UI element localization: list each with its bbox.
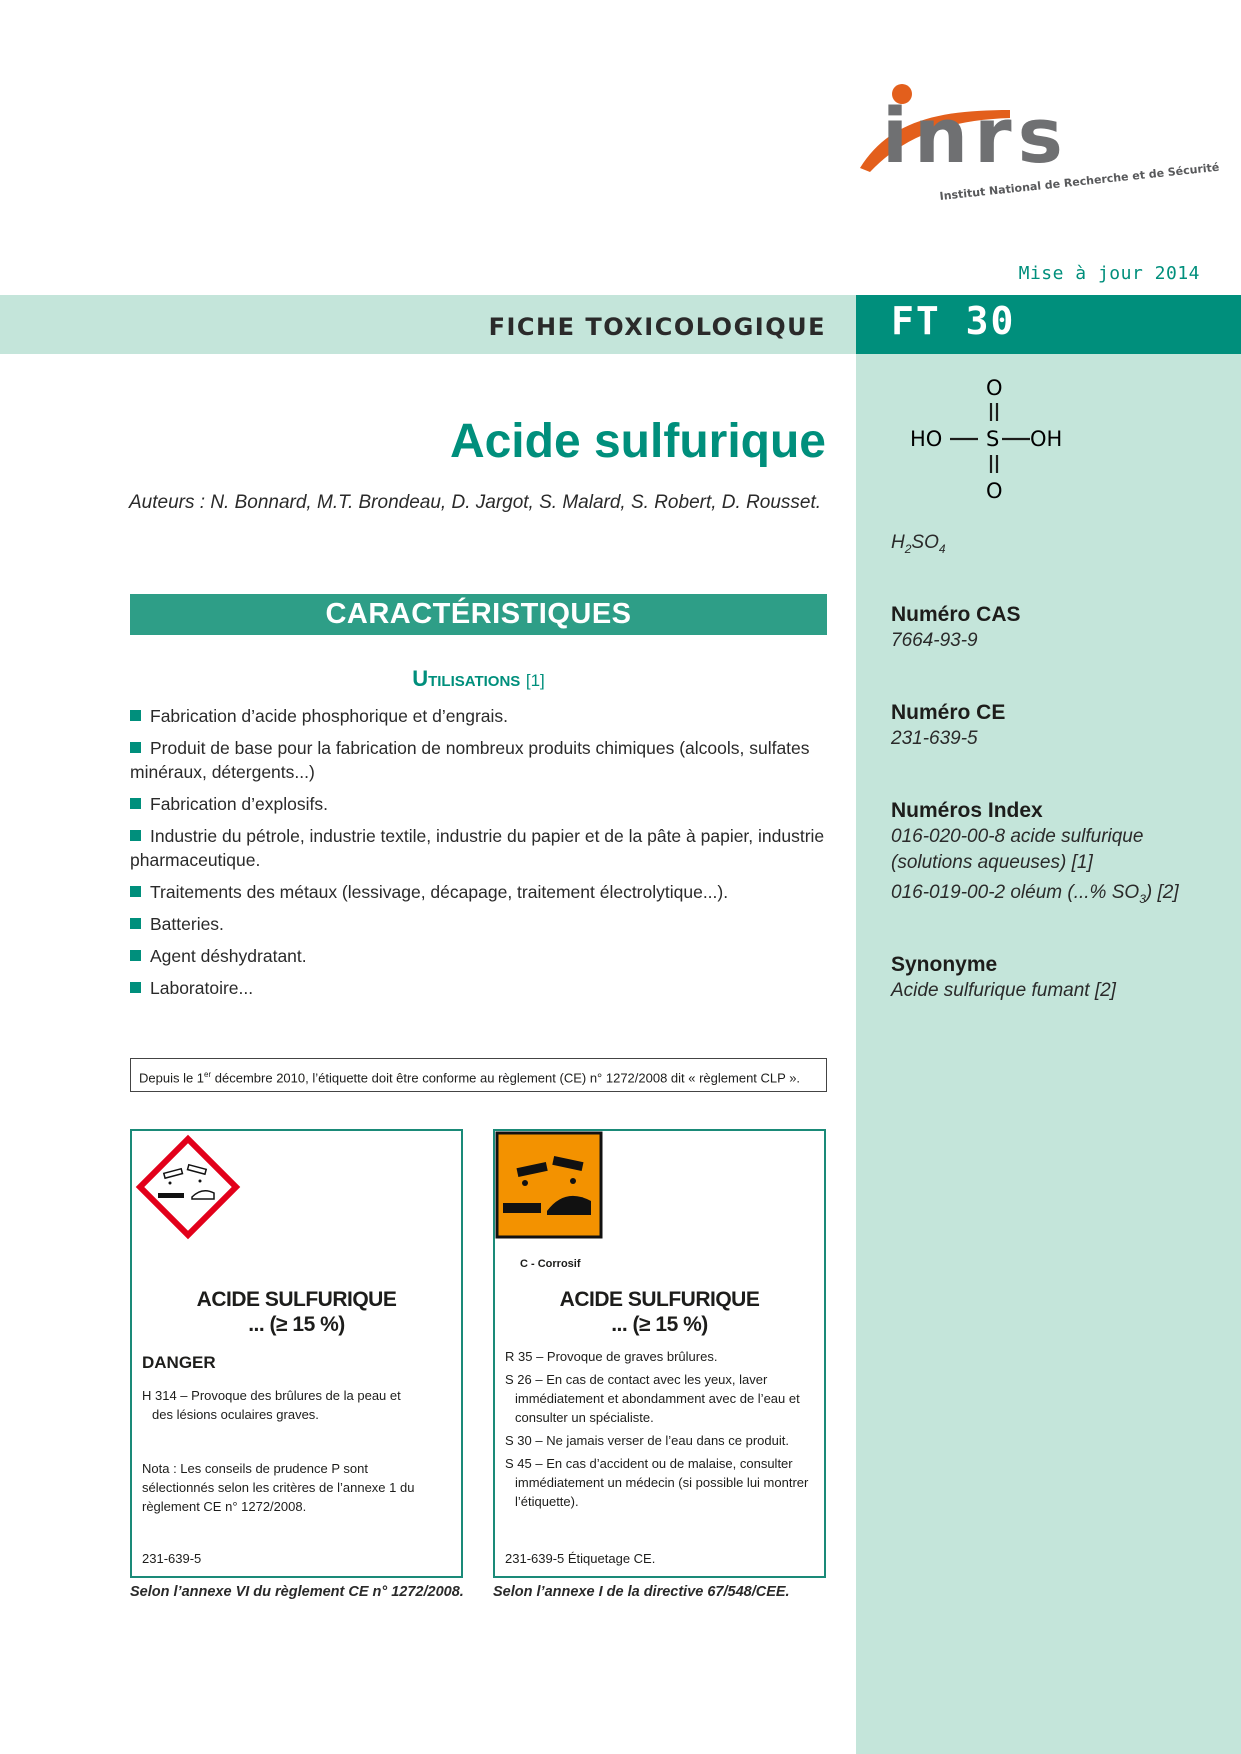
phrase: S 45 – En cas d’accident ou de malaise, consulter immédiatement un médecin (si possible lui montrer l’étiquette). bbox=[505, 1456, 809, 1509]
bullet-square-icon bbox=[130, 950, 141, 961]
dsd-label bbox=[493, 1129, 826, 1578]
clp-label bbox=[130, 1129, 463, 1578]
orange-corrosive-pictogram-icon bbox=[495, 1131, 603, 1239]
fiche-label: FICHE TOXICOLOGIQUE bbox=[488, 313, 826, 341]
bullet-square-icon bbox=[130, 742, 141, 753]
clp-ec-number: 231-639-5 bbox=[142, 1551, 202, 1566]
ghs-corrosion-pictogram-icon bbox=[136, 1135, 240, 1239]
bullet-square-icon bbox=[130, 886, 141, 897]
clp-caption: Selon l’annexe VI du règlement CE n° 1272/2008. bbox=[130, 1584, 464, 1600]
list-item: Fabrication d’explosifs. bbox=[130, 792, 827, 816]
list-item: Laboratoire... bbox=[130, 976, 827, 1000]
logo-wordmark: inrs bbox=[882, 91, 1069, 180]
uses-list bbox=[130, 704, 827, 1008]
authors: Auteurs : N. Bonnard, M.T. Brondeau, D. Jargot, S. Malard, S. Robert, D. Rousset. bbox=[129, 492, 822, 513]
structural-formula bbox=[900, 375, 1080, 510]
update-date: Mise à jour 2014 bbox=[1018, 263, 1200, 284]
list-item: Batteries. bbox=[130, 912, 827, 936]
subsection-title-text: Utilisations bbox=[412, 666, 521, 691]
signal-word: DANGER bbox=[142, 1353, 216, 1372]
index-block bbox=[891, 798, 1191, 912]
synonym-label: Synonyme bbox=[891, 953, 998, 976]
cas-label: Numéro CAS bbox=[891, 603, 1021, 626]
synonym-block bbox=[891, 952, 1221, 1004]
formula-s: S bbox=[986, 427, 1000, 451]
formula-oh: OH bbox=[1030, 427, 1063, 451]
cas-block bbox=[891, 602, 1221, 654]
bullet-square-icon bbox=[130, 710, 141, 721]
formula-top-o: O bbox=[986, 376, 1003, 400]
bullet-square-icon bbox=[130, 982, 141, 993]
index-value-1: 016-020-00-8 acide sulfurique (solutions aqueuses) [1] bbox=[891, 826, 1144, 873]
ce-label: Numéro CE bbox=[891, 701, 1006, 724]
bullet-square-icon bbox=[130, 918, 141, 929]
ft-number: FT 30 bbox=[891, 299, 1016, 343]
ce-block bbox=[891, 700, 1221, 752]
subsection-ref: [1] bbox=[525, 671, 545, 690]
logo-tagline: Institut National de Recherche et de Sécurité bbox=[938, 160, 1220, 203]
dsd-ec-label: 231-639-5 Étiquetage CE. bbox=[505, 1551, 656, 1566]
sidebar-background bbox=[856, 295, 1241, 1754]
list-item: Traitements des métaux (lessivage, décapage, traitement électrolytique...). bbox=[130, 880, 827, 904]
subsection-title bbox=[130, 666, 827, 692]
hazard-statement: H 314 – Provoque des brûlures de la peau et des lésions oculaires graves. bbox=[142, 1388, 401, 1422]
synonym-value: Acide sulfurique fumant [2] bbox=[891, 980, 1116, 1001]
formula-ho: HO bbox=[910, 427, 943, 451]
dsd-caption: Selon l’annexe I de la directive 67/548/CEE. bbox=[493, 1584, 790, 1600]
phrase: R 35 – Provoque de graves brûlures. bbox=[505, 1349, 718, 1364]
list-item: Industrie du pétrole, industrie textile, industrie du papier et de la pâte à papier, industrie pharmaceutique. bbox=[130, 826, 825, 870]
corrosive-caption: C - Corrosif bbox=[520, 1258, 581, 1270]
risk-safety-phrases bbox=[505, 1347, 815, 1511]
formula-bottom-o: O bbox=[986, 479, 1003, 503]
clp-note: Nota : Les conseils de prudence P sont sélectionnés selon les critères de l’annexe 1 du règlement CE n° 1272/2008. bbox=[142, 1461, 415, 1514]
dsd-product-name: ACIDE SULFURIQUE ... (≥ 15 %) bbox=[559, 1288, 760, 1336]
clp-notice: Depuis le 1er décembre 2010, l’étiquette doit être conforme au règlement (CE) n° 1272/2008 dit « règlement CLP ». bbox=[130, 1058, 827, 1092]
phrase: S 30 – Ne jamais verser de l’eau dans ce produit. bbox=[505, 1433, 789, 1448]
phrase: S 26 – En cas de contact avec les yeux, laver immédiatement et abondamment avec de l’eau et consulter un spécialiste. bbox=[505, 1372, 800, 1425]
page-title: Acide sulfurique bbox=[449, 415, 826, 468]
list-item: Produit de base pour la fabrication de nombreux produits chimiques (alcools, sulfates minéraux, détergents...) bbox=[130, 738, 810, 782]
section-title: CARACTÉRISTIQUES bbox=[130, 594, 827, 635]
clp-product-name: ACIDE SULFURIQUE ... (≥ 15 %) bbox=[196, 1288, 397, 1336]
index-label: Numéros Index bbox=[891, 799, 1043, 822]
ce-value: 231-639-5 bbox=[891, 728, 978, 749]
inrs-logo bbox=[850, 80, 1220, 220]
molecular-formula: $H_2SO_4$ bbox=[891, 532, 946, 556]
list-item: Agent déshydratant. bbox=[130, 944, 827, 968]
bullet-square-icon bbox=[130, 798, 141, 809]
index-value-2: 016-019-00-2 oléum (...% $SO_3$) [2] bbox=[891, 882, 1179, 906]
cas-value: 7664-93-9 bbox=[891, 630, 978, 651]
bullet-square-icon bbox=[130, 830, 141, 841]
list-item: Fabrication d’acide phosphorique et d’engrais. bbox=[130, 704, 827, 728]
